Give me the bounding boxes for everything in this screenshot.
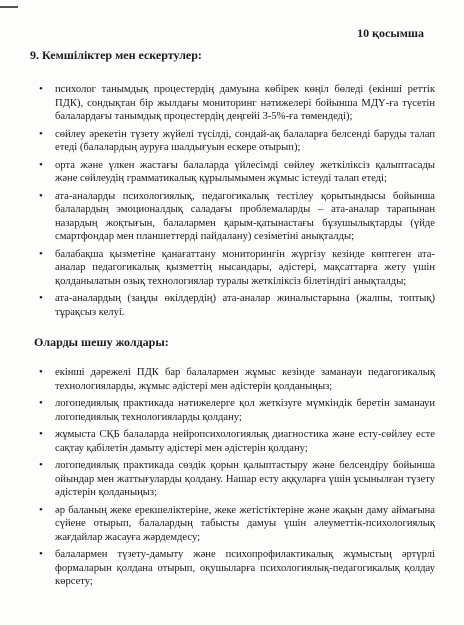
list-item xyxy=(39,397,435,424)
bullet-icon: • xyxy=(39,428,43,440)
list-item xyxy=(39,83,435,124)
list-item-text: ата-аналарды психологиялық, педагогикалық тестілеу қорытындысы бойынша балалардың эмоционалдық саладағы проблемаларды – ата-аналар тарапынан назардың жоқтығын, балалармен қарым-қатынастағы бұзушылықтарды (үйде смартфондар мен планшеттерді пайдалану) сезіметіні анықталды; xyxy=(55,190,435,242)
bullet-icon: • xyxy=(39,247,43,260)
section-title-solutions: Оларды шешу жолдары: xyxy=(34,335,169,349)
list-item-text: психолог танымдық процестердің дамуына көбірек көңіл бөледі (екінші реттік ПДК), сондықтан бір жылдағы мониторинг нәтижелері бойынша МДҮ-ға түсетін балалардағы танымдық процестердің деңгейі 3-5%-ға төмендеді); xyxy=(55,84,435,122)
bullet-icon: • xyxy=(39,548,43,560)
list-item xyxy=(39,503,435,545)
list-item-text: әр баланың жеке ерекшеліктеріне, жеке жетістіктеріне және жақын даму аймағына сүйене отырып, балалардың табысты дамуы үшін әлеуметтік-психологиялық жағдайлар жасауға жәрдемдесу; xyxy=(55,504,435,543)
bullet-icon: • xyxy=(39,366,43,378)
bullet-icon: • xyxy=(39,127,43,140)
list-item xyxy=(39,428,435,455)
solutions-list xyxy=(30,366,435,589)
bullet-icon: • xyxy=(39,459,43,471)
section-title-shortcomings: 9. Кемшіліктер мен ескертулер: xyxy=(30,48,202,62)
list-item xyxy=(39,158,435,186)
list-item-text: орта және үлкен жастағы балаларда үйлесімді сөйлеу жеткіліксіз қалыптасады және сөйлеудің грамматикалық құрылымымен жұмыс істеуді талап етеді; xyxy=(55,159,435,184)
list-item xyxy=(39,127,435,155)
bullet-icon: • xyxy=(39,83,43,95)
list-item xyxy=(39,459,435,500)
list-item-text: ата-аналардың (заңды өкілдердің) ата-аналар жиналыстарына (жалпы, топтық) тұрақсыз келуі. xyxy=(55,293,435,318)
list-item xyxy=(39,366,435,393)
bullet-icon: • xyxy=(39,189,43,202)
bullet-icon: • xyxy=(39,503,43,516)
list-item-text: екінші дәрежелі ПДК бар балалармен жұмыс кезінде заманауи педагогикалық технологияларды, жұмыс әдістері мен әдістерін қолданыңыз; xyxy=(55,367,435,392)
appendix-label: 10 қосымша xyxy=(357,26,424,40)
list-item xyxy=(39,292,435,319)
bullet-icon: • xyxy=(39,158,43,171)
list-item-text: жұмыста СҚБ балаларда нейропсихологиялық диагностика және есту-сөйлеу есте сақтау қабілетін дамыту әдістері мен әдістерін қолдану; xyxy=(55,429,435,454)
list-item-text: балабақша қызметіне қанағаттану мониторингін жүргізу кезінде көптеген ата-аналар педагогикалық қызметтің нысандары, әдістері, мақсаттарға жету үшін қолданылатын озық технологиялар туралы жеткіліксіз білетіндігі анықталды; xyxy=(55,248,435,287)
list-item xyxy=(39,247,435,289)
shortcomings-list xyxy=(30,83,435,319)
list-item-text: логопедиялық практикада нәтижелерге қол жеткізуге мүмкіндік беретін заманауи логопедиялық технологияларды қолдану; xyxy=(55,398,435,423)
list-item xyxy=(39,548,435,589)
document-body xyxy=(30,48,435,593)
list-item-text: логопедиялық практикада сөздік қорын қалыптастыру және белсендіру бойынша ойындар мен жаттығуларды қолдану. Нашар есту аққуларға үшін ұсынылған түзету әдістерін қолданыңыз; xyxy=(55,460,435,498)
bullet-icon: • xyxy=(39,397,43,409)
corner-scan-mark xyxy=(0,6,18,8)
list-item-text: сөйлеу әрекетін түзету жүйелі түсілді, сондай-ақ балаларға белсенді баруды талап етеді (балалардың ауруға шалдығуын ескере отырып); xyxy=(55,128,435,153)
list-item xyxy=(39,189,435,244)
bullet-icon: • xyxy=(39,292,43,304)
list-item-text: балалармен түзету-дамыту және психопрофилактикалық жұмыстың әртүрлі формаларын қолдана отырып, оқушыларға психологиялық-педагогикалық қолдау көрсету; xyxy=(55,549,435,587)
